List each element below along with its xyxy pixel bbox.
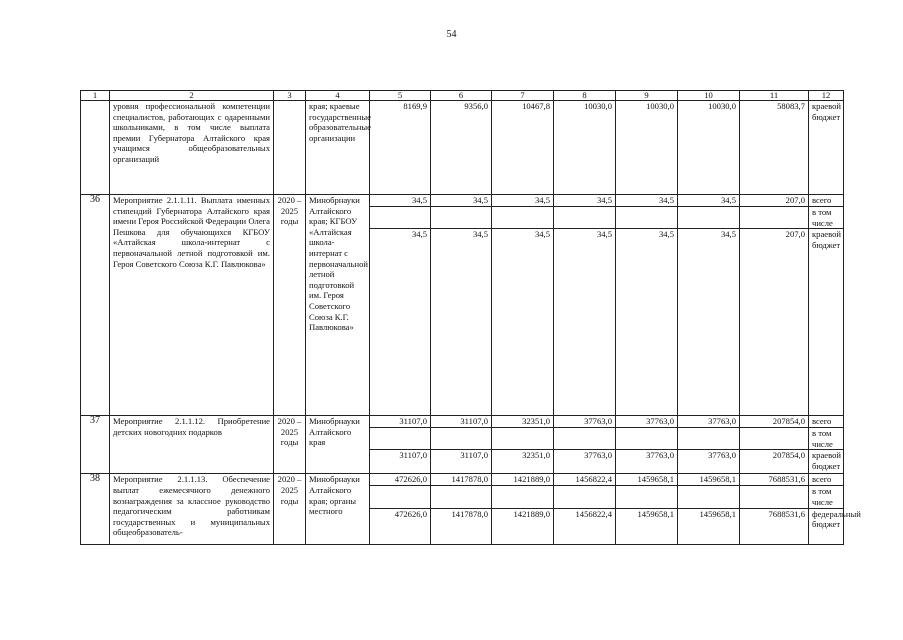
funding-source: краевой бюджет xyxy=(809,450,844,474)
value-cell: 34,5 xyxy=(554,195,616,207)
column-header: 10 xyxy=(678,91,740,101)
value-cell: 34,5 xyxy=(370,195,431,207)
value-cell xyxy=(740,207,809,229)
value-cell xyxy=(554,428,616,450)
column-header: 4 xyxy=(306,91,370,101)
value-cell: 1456822,4 xyxy=(554,474,616,486)
executor-cell: Минобрнауки Алтайского края; органы местного xyxy=(306,474,370,544)
value-cell: 472626,0 xyxy=(370,508,431,544)
value-cell xyxy=(678,428,740,450)
value-cell xyxy=(616,428,678,450)
total-value-cell: 207854,0 xyxy=(740,450,809,474)
column-header: 6 xyxy=(431,91,492,101)
value-cell xyxy=(492,207,554,229)
value-cell: 34,5 xyxy=(492,229,554,416)
value-cell: 34,5 xyxy=(492,195,554,207)
value-cell xyxy=(370,486,431,508)
column-header: 5 xyxy=(370,91,431,101)
value-cell: 37763,0 xyxy=(678,450,740,474)
value-cell: 31107,0 xyxy=(431,450,492,474)
value-cell: 34,5 xyxy=(431,195,492,207)
value-cell: 1456822,4 xyxy=(554,508,616,544)
value-cell xyxy=(370,207,431,229)
period-cell: 2020 – 2025 годы xyxy=(274,195,306,416)
value-cell: 34,5 xyxy=(370,229,431,416)
value-cell: 31107,0 xyxy=(370,450,431,474)
funding-source: всего xyxy=(809,195,844,207)
value-cell: 8169,9 xyxy=(370,101,431,195)
row-number: 36 xyxy=(81,195,110,416)
value-cell xyxy=(678,207,740,229)
value-cell: 34,5 xyxy=(678,229,740,416)
row-number: 37 xyxy=(81,416,110,474)
value-cell: 34,5 xyxy=(678,195,740,207)
value-cell xyxy=(431,486,492,508)
value-cell: 37763,0 xyxy=(678,416,740,428)
table-row xyxy=(81,195,844,207)
activity-description: уровня профессиональной компетенции специалистов, работающих с одаренными школьниками, в том числе выплата премии Губернатора Алтайского края учащимся общеобразовательных организаций xyxy=(110,101,274,195)
table-row xyxy=(81,416,844,428)
activity-description: Мероприятие 2.1.1.11. Выплата именных стипендий Губернатора Алтайского края имени Героя Российской Федерации Олега Пешкова для обучающихся КГБОУ «Алтайская школа-интернат с первоначальной летной подготовкой им. Героя Советского Союза К.Г. Павлюкова» xyxy=(110,195,274,416)
period-cell: 2020 – 2025 годы xyxy=(274,474,306,544)
value-cell: 9356,0 xyxy=(431,101,492,195)
value-cell: 10030,0 xyxy=(554,101,616,195)
total-value-cell: 7688531,6 xyxy=(740,474,809,486)
value-cell: 32351,0 xyxy=(492,416,554,428)
value-cell: 1417878,0 xyxy=(431,508,492,544)
column-header: 8 xyxy=(554,91,616,101)
total-value-cell: 207,0 xyxy=(740,229,809,416)
value-cell: 34,5 xyxy=(554,229,616,416)
value-cell: 34,5 xyxy=(616,195,678,207)
activity-description: Мероприятие 2.1.1.12. Приобретение детских новогодних подарков xyxy=(110,416,274,474)
value-cell: 37763,0 xyxy=(554,416,616,428)
funding-source: федеральный бюджет xyxy=(809,508,844,544)
value-cell: 32351,0 xyxy=(492,450,554,474)
column-header: 7 xyxy=(492,91,554,101)
funding-source: краевой бюджет xyxy=(809,229,844,416)
value-cell xyxy=(431,428,492,450)
value-cell xyxy=(740,428,809,450)
program-table xyxy=(80,90,861,545)
funding-source: в том числе xyxy=(809,486,844,508)
continuation-row xyxy=(81,101,844,195)
value-cell: 34,5 xyxy=(616,229,678,416)
value-cell: 31107,0 xyxy=(370,416,431,428)
column-header: 9 xyxy=(616,91,678,101)
page-number: 54 xyxy=(446,29,457,40)
column-header: 11 xyxy=(740,91,809,101)
value-cell: 37763,0 xyxy=(554,450,616,474)
value-cell: 37763,0 xyxy=(616,450,678,474)
value-cell: 1459658,1 xyxy=(678,474,740,486)
value-cell: 34,5 xyxy=(431,229,492,416)
funding-source: в том числе xyxy=(809,207,844,229)
value-cell: 1459658,1 xyxy=(616,474,678,486)
value-cell: 1459658,1 xyxy=(616,508,678,544)
total-value-cell: 7688531,6 xyxy=(740,508,809,544)
value-cell xyxy=(678,486,740,508)
row-number xyxy=(81,101,110,195)
funding-source: всего xyxy=(809,474,844,486)
value-cell xyxy=(616,207,678,229)
value-cell xyxy=(431,207,492,229)
period-cell xyxy=(274,101,306,195)
column-header: 1 xyxy=(81,91,110,101)
value-cell: 37763,0 xyxy=(616,416,678,428)
column-header: 2 xyxy=(110,91,274,101)
value-cell: 10030,0 xyxy=(616,101,678,195)
value-cell: 31107,0 xyxy=(431,416,492,428)
period-cell: 2020 – 2025 годы xyxy=(274,416,306,474)
activity-description: Мероприятие 2.1.1.13. Обеспечение выплат ежемесячного денежного вознаграждения за классное руководство педагогическим работникам государственных и муниципальных общеобразователь- xyxy=(110,474,274,544)
funding-source: в том числе xyxy=(809,428,844,450)
value-cell: 1421889,0 xyxy=(492,508,554,544)
value-cell: 472626,0 xyxy=(370,474,431,486)
value-cell xyxy=(492,428,554,450)
executor-cell: Минобрнауки Алтайского края xyxy=(306,416,370,474)
total-value-cell: 207,0 xyxy=(740,195,809,207)
value-cell xyxy=(616,486,678,508)
value-cell xyxy=(554,486,616,508)
value-cell: 10030,0 xyxy=(678,101,740,195)
total-value-cell: 58083,7 xyxy=(740,101,809,195)
table-row xyxy=(81,474,844,486)
value-cell xyxy=(492,486,554,508)
column-header: 12 xyxy=(809,91,844,101)
column-number-row xyxy=(81,91,844,101)
value-cell: 1421889,0 xyxy=(492,474,554,486)
row-number: 38 xyxy=(81,474,110,544)
value-cell xyxy=(740,486,809,508)
value-cell: 1459658,1 xyxy=(678,508,740,544)
value-cell: 10467,8 xyxy=(492,101,554,195)
column-header: 3 xyxy=(274,91,306,101)
total-value-cell: 207854,0 xyxy=(740,416,809,428)
funding-source: краевой бюджет xyxy=(809,101,844,195)
executor-cell: Минобрнауки Алтайского края; КГБОУ «Алтайская школа-интернат с первоначальной летной подготовкой им. Героя Советского Союза К.Г. Павлюкова» xyxy=(306,195,370,416)
value-cell xyxy=(554,207,616,229)
value-cell xyxy=(370,428,431,450)
value-cell: 1417878,0 xyxy=(431,474,492,486)
funding-source: всего xyxy=(809,416,844,428)
executor-cell: края; краевые государственные образовательные организации xyxy=(306,101,370,195)
